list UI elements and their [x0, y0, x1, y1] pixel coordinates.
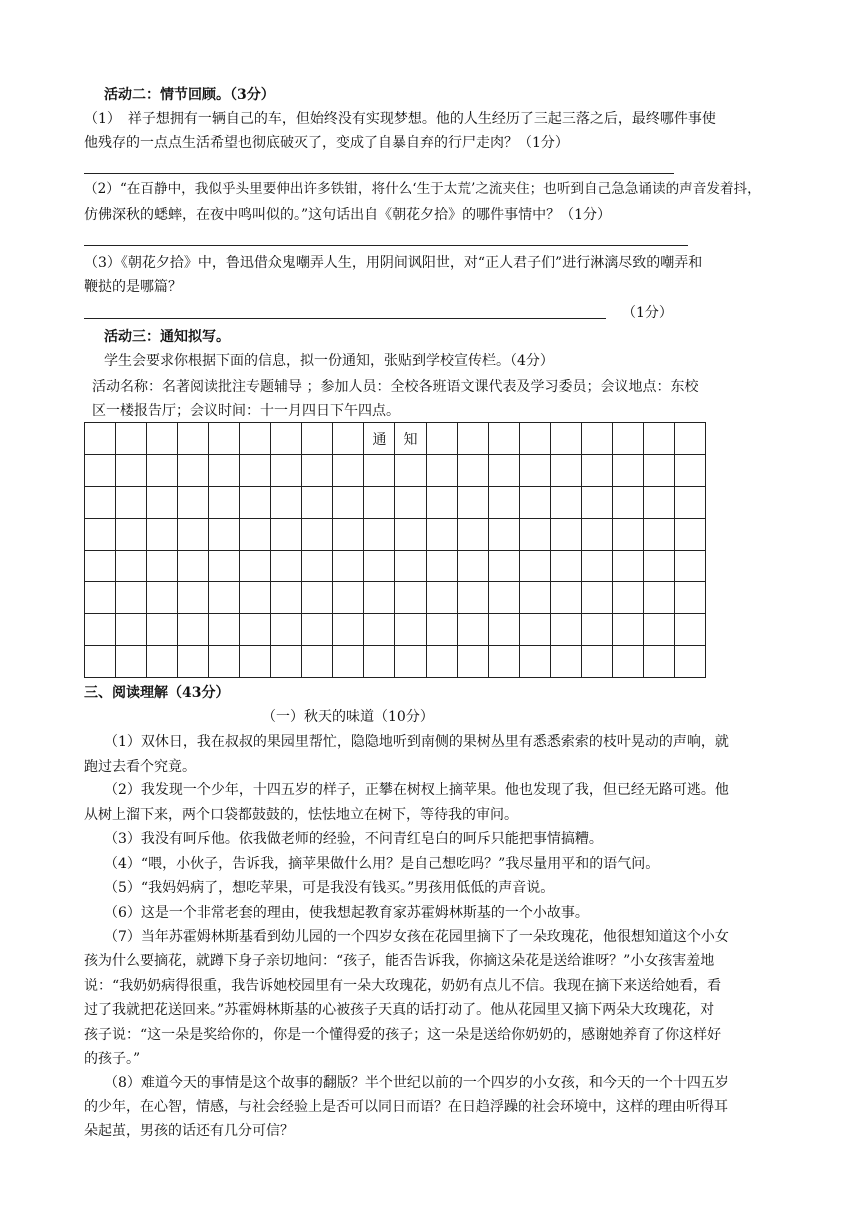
grid-cell[interactable]	[240, 487, 271, 519]
grid-cell[interactable]	[675, 582, 706, 614]
grid-cell[interactable]	[209, 551, 240, 583]
answer-line-3[interactable]	[84, 318, 606, 319]
grid-cell[interactable]	[302, 519, 333, 551]
grid-cell[interactable]	[613, 487, 644, 519]
grid-cell[interactable]	[209, 519, 240, 551]
grid-cell[interactable]	[551, 551, 582, 583]
grid-cell[interactable]	[178, 519, 209, 551]
grid-cell[interactable]	[551, 487, 582, 519]
grid-cell[interactable]	[644, 551, 675, 583]
grid-cell[interactable]	[675, 614, 706, 646]
grid-cell[interactable]	[520, 551, 551, 583]
paragraph-line: 朵起茧，男孩的话还有几分可信？	[84, 1123, 294, 1139]
grid-cell[interactable]	[240, 614, 271, 646]
grid-cell[interactable]	[178, 423, 209, 455]
question-1-line-2: 他残存的一点点生活希望也彻底破灭了，变成了自暴自弃的行尸走肉？（1分）	[84, 135, 569, 151]
grid-cell[interactable]	[209, 423, 240, 455]
grid-cell[interactable]	[520, 519, 551, 551]
grid-cell[interactable]	[520, 582, 551, 614]
grid-cell[interactable]	[85, 423, 116, 455]
grid-cell[interactable]	[85, 646, 116, 678]
grid-cell[interactable]	[302, 455, 333, 487]
grid-cell[interactable]	[364, 582, 395, 614]
grid-cell[interactable]	[427, 487, 458, 519]
grid-cell[interactable]	[302, 551, 333, 583]
grid-cell[interactable]	[116, 487, 147, 519]
grid-cell[interactable]	[147, 614, 178, 646]
grid-cell[interactable]	[271, 487, 302, 519]
section3-heading: 三、阅读理解（43分）	[84, 685, 230, 701]
grid-cell[interactable]	[489, 582, 520, 614]
grid-cell[interactable]	[489, 646, 520, 678]
paragraph-line: （5）“我妈妈病了，想吃苹果，可是我没有钱买。”男孩用低低的声音说。	[104, 880, 555, 896]
grid-cell[interactable]	[240, 582, 271, 614]
grid-cell[interactable]	[675, 519, 706, 551]
grid-cell[interactable]	[458, 582, 489, 614]
grid-cell[interactable]	[178, 487, 209, 519]
paragraph-line: （1）双休日，我在叔叔的果园里帮忙，隐隐地听到南侧的果树丛里有悉悉索索的枝叶晃动的声响，就	[104, 734, 729, 750]
paragraph-line: （2）我发现一个少年，十四五岁的样子，正攀在树杈上摘苹果。他也发现了我，但已经无路可逃。他	[104, 782, 729, 798]
grid-cell[interactable]	[551, 423, 582, 455]
grid-cell[interactable]	[364, 551, 395, 583]
grid-cell[interactable]	[582, 646, 613, 678]
paragraph-line: 说：“我奶奶病得很重，我告诉她校园里有一朵大玫瑰花，奶奶有点儿不信。我现在摘下来送给她看，看	[84, 978, 722, 994]
grid-cell[interactable]	[644, 519, 675, 551]
grid-cell[interactable]	[116, 646, 147, 678]
question-2-line-2: 仿佛深秋的蟋蟀，在夜中鸣叫似的。”这句话出自《朝花夕拾》的哪件事情中？（1分）	[84, 207, 612, 223]
grid-cell[interactable]	[364, 646, 395, 678]
grid-cell[interactable]	[551, 455, 582, 487]
grid-cell[interactable]	[209, 487, 240, 519]
grid-cell[interactable]	[364, 614, 395, 646]
grid-cell[interactable]	[147, 646, 178, 678]
grid-cell[interactable]	[582, 455, 613, 487]
grid-cell[interactable]: 通	[364, 423, 395, 455]
grid-cell[interactable]	[644, 423, 675, 455]
activity2-heading: 活动二：情节回顾。（3分）	[104, 87, 275, 103]
grid-cell[interactable]	[364, 487, 395, 519]
paragraph-line: （8）难道今天的事情是这个故事的翻版？半个世纪以前的一个四岁的小女孩，和今天的一个十四五岁	[104, 1075, 729, 1091]
grid-cell[interactable]	[147, 487, 178, 519]
paragraph-line: 从树上溜下来，两个口袋都鼓鼓的，怯怯地立在树下，等待我的审问。	[84, 807, 518, 823]
paragraph-line: （4）“喂，小伙子，告诉我，摘苹果做什么用？是自己想吃吗？”我尽量用平和的语气问。	[104, 856, 660, 872]
grid-cell[interactable]	[302, 614, 333, 646]
grid-cell[interactable]	[613, 455, 644, 487]
grid-cell[interactable]	[240, 551, 271, 583]
grid-cell[interactable]	[458, 423, 489, 455]
grid-cell[interactable]	[209, 582, 240, 614]
grid-cell[interactable]	[85, 455, 116, 487]
grid-cell[interactable]	[613, 551, 644, 583]
grid-cell[interactable]	[333, 614, 364, 646]
grid-cell[interactable]	[271, 582, 302, 614]
grid-cell[interactable]	[458, 487, 489, 519]
grid-cell[interactable]	[613, 582, 644, 614]
grid-cell[interactable]	[271, 423, 302, 455]
grid-cell[interactable]	[489, 423, 520, 455]
grid-cell[interactable]	[240, 519, 271, 551]
paragraph-line: （7）当年苏霍姆林斯基看到幼儿园的一个四岁女孩在花园里摘下了一朵玫瑰花，他很想知道这个小女	[104, 929, 729, 945]
grid-cell[interactable]	[116, 455, 147, 487]
grid-cell[interactable]	[551, 646, 582, 678]
grid-cell[interactable]	[395, 487, 426, 519]
paragraph-line: 的少年，在心智，情感，与社会经验上是否可以同日而语？在日趋浮躁的社会环境中，这样的理由听得耳	[84, 1099, 728, 1115]
grid-cell[interactable]	[613, 519, 644, 551]
paragraph-line: 的孩子。”	[84, 1051, 141, 1067]
question-3-line-1: （3）《朝花夕拾》中，鲁迅借众鬼嘲弄人生，用阴间讽阳世，对“正人君子们”进行淋漓尽致的嘲弄和	[84, 255, 703, 271]
grid-cell[interactable]	[427, 614, 458, 646]
grid-cell[interactable]	[116, 582, 147, 614]
grid-cell[interactable]	[582, 519, 613, 551]
grid-cell[interactable]	[240, 646, 271, 678]
grid-cell[interactable]	[675, 551, 706, 583]
grid-cell[interactable]: 知	[395, 423, 426, 455]
grid-cell[interactable]	[458, 551, 489, 583]
passage-title: （一）秋天的味道（10分）	[262, 709, 434, 725]
grid-cell[interactable]	[333, 551, 364, 583]
grid-cell[interactable]	[427, 519, 458, 551]
question-3-line-2: 鞭挞的是哪篇？	[84, 279, 182, 295]
grid-cell[interactable]	[271, 455, 302, 487]
grid-cell[interactable]	[675, 423, 706, 455]
grid-cell[interactable]	[489, 519, 520, 551]
grid-cell[interactable]	[116, 551, 147, 583]
grid-cell[interactable]	[333, 423, 364, 455]
grid-cell[interactable]	[489, 455, 520, 487]
grid-cell[interactable]	[427, 455, 458, 487]
grid-cell[interactable]	[520, 455, 551, 487]
grid-cell[interactable]	[116, 614, 147, 646]
grid-cell[interactable]	[427, 551, 458, 583]
grid-cell[interactable]	[302, 423, 333, 455]
grid-cell[interactable]	[85, 487, 116, 519]
grid-cell[interactable]	[85, 519, 116, 551]
grid-cell[interactable]	[147, 519, 178, 551]
grid-cell[interactable]	[240, 455, 271, 487]
grid-cell[interactable]	[427, 646, 458, 678]
paragraph-line: 孩子说：“这一朵是奖给你的，你是一个懂得爱的孩子；这一朵是送给你奶奶的，感谢她养育了你这样好	[84, 1027, 722, 1043]
question-2-line-1: （2）“在百静中，我似乎头里要伸出许多铁钳，将什么‘生于太荒’之流夹住；也听到自己急急诵读的声音发着抖，	[84, 181, 761, 197]
grid-cell[interactable]	[85, 614, 116, 646]
grid-cell[interactable]	[395, 614, 426, 646]
grid-cell[interactable]	[644, 582, 675, 614]
grid-cell[interactable]	[271, 614, 302, 646]
grid-cell[interactable]	[427, 582, 458, 614]
grid-cell[interactable]	[675, 487, 706, 519]
grid-cell[interactable]	[458, 646, 489, 678]
grid-cell[interactable]	[582, 614, 613, 646]
grid-cell[interactable]	[582, 582, 613, 614]
grid-cell[interactable]	[178, 614, 209, 646]
grid-cell[interactable]	[395, 646, 426, 678]
grid-cell[interactable]	[209, 614, 240, 646]
grid-cell[interactable]	[271, 519, 302, 551]
grid-cell[interactable]	[178, 646, 209, 678]
grid-cell[interactable]	[178, 455, 209, 487]
grid-cell[interactable]	[520, 487, 551, 519]
grid-cell[interactable]	[489, 614, 520, 646]
grid-cell[interactable]	[613, 646, 644, 678]
grid-cell[interactable]	[333, 519, 364, 551]
grid-cell[interactable]	[271, 646, 302, 678]
grid-cell[interactable]	[613, 423, 644, 455]
grid-cell[interactable]	[458, 614, 489, 646]
grid-cell[interactable]	[551, 582, 582, 614]
grid-cell[interactable]	[178, 582, 209, 614]
grid-cell[interactable]	[85, 551, 116, 583]
grid-cell[interactable]	[458, 519, 489, 551]
grid-cell[interactable]	[302, 487, 333, 519]
grid-cell[interactable]	[458, 455, 489, 487]
grid-cell[interactable]	[271, 551, 302, 583]
grid-cell[interactable]	[147, 455, 178, 487]
grid-cell[interactable]	[178, 551, 209, 583]
grid-cell[interactable]	[551, 519, 582, 551]
grid-cell[interactable]	[675, 646, 706, 678]
grid-cell[interactable]	[395, 582, 426, 614]
grid-cell[interactable]	[209, 455, 240, 487]
grid-cell[interactable]	[395, 551, 426, 583]
activity3-instruction: 学生会要求你根据下面的信息，拟一份通知，张贴到学校宣传栏。（4分）	[104, 353, 554, 369]
grid-cell[interactable]	[582, 551, 613, 583]
grid-cell[interactable]	[240, 423, 271, 455]
grid-cell[interactable]	[551, 614, 582, 646]
grid-cell[interactable]	[395, 519, 426, 551]
grid-cell[interactable]	[147, 423, 178, 455]
question-3-score: （1分）	[622, 305, 673, 321]
paragraph-line: （3）我没有呵斥他。依我做老师的经验，不问青红皂白的呵斥只能把事情搞糟。	[104, 831, 603, 847]
grid-cell[interactable]	[209, 646, 240, 678]
grid-cell[interactable]	[675, 455, 706, 487]
grid-cell[interactable]	[333, 455, 364, 487]
grid-cell[interactable]	[147, 582, 178, 614]
grid-cell[interactable]	[364, 519, 395, 551]
paragraph-line: 孩为什么要摘花，就蹲下身子亲切地问：“孩子，能否告诉我，你摘这朵花是送给谁呀？”小女孩害羞地	[84, 953, 715, 969]
grid-cell[interactable]	[116, 519, 147, 551]
grid-cell[interactable]	[85, 582, 116, 614]
grid-cell[interactable]	[147, 551, 178, 583]
paragraph-line: 跑过去看个究竟。	[84, 759, 196, 775]
writing-grid[interactable]	[84, 422, 706, 678]
grid-cell[interactable]	[644, 487, 675, 519]
answer-line-2[interactable]	[84, 245, 688, 246]
grid-cell[interactable]	[333, 582, 364, 614]
activity3-info-line-2: 区一楼报告厅；会议时间：十一月四日下午四点。	[92, 403, 400, 419]
grid-cell[interactable]	[644, 455, 675, 487]
grid-cell[interactable]	[302, 582, 333, 614]
grid-cell[interactable]	[427, 423, 458, 455]
grid-cell[interactable]	[333, 487, 364, 519]
grid-cell[interactable]	[302, 646, 333, 678]
grid-cell[interactable]	[582, 423, 613, 455]
grid-cell[interactable]	[644, 614, 675, 646]
grid-cell[interactable]	[613, 614, 644, 646]
question-1-line-1: （1） 祥子想拥有一辆自己的车，但始终没有实现梦想。他的人生经历了三起三落之后，最终哪件事使	[84, 111, 716, 127]
grid-cell[interactable]	[116, 423, 147, 455]
grid-cell[interactable]	[333, 646, 364, 678]
activity3-heading: 活动三：通知拟写。	[104, 329, 230, 345]
grid-cell[interactable]	[520, 614, 551, 646]
grid-cell[interactable]	[520, 423, 551, 455]
answer-line-1[interactable]	[84, 173, 674, 174]
grid-cell[interactable]	[489, 487, 520, 519]
paragraph-line: 过了我就把花送回来。”苏霍姆林斯基的心被孩子天真的话打动了。他从花园里又摘下两朵大玫瑰花，对	[84, 1002, 715, 1018]
grid-cell[interactable]	[582, 487, 613, 519]
grid-cell[interactable]	[395, 455, 426, 487]
activity3-info-line-1: 活动名称：名著阅读批注专题辅导 ；参加人员：全校各班语文课代表及学习委员；会议地点：东校	[92, 379, 699, 395]
grid-cell[interactable]	[520, 646, 551, 678]
grid-cell[interactable]	[489, 551, 520, 583]
paragraph-line: （6）这是一个非常老套的理由，使我想起教育家苏霍姆林斯基的一个小故事。	[104, 905, 589, 921]
grid-cell[interactable]	[644, 646, 675, 678]
grid-cell[interactable]	[364, 455, 395, 487]
